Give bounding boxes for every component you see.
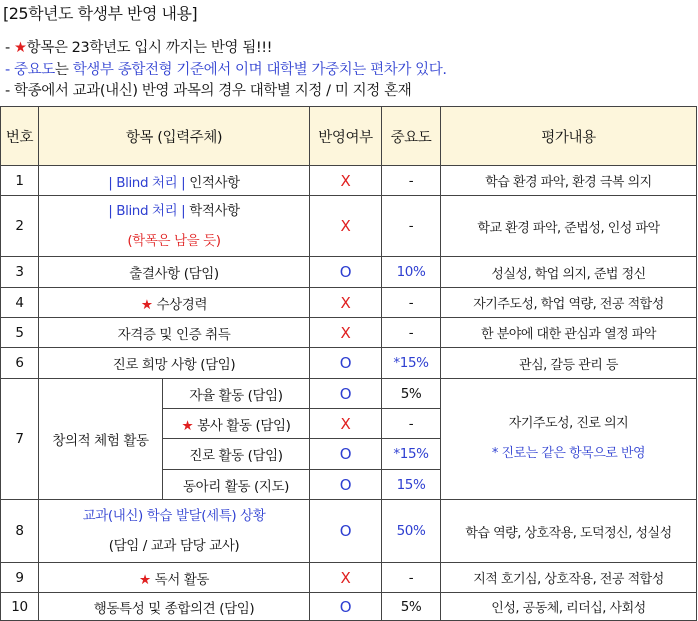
- importance-value: -: [382, 563, 441, 593]
- importance-value: 10%: [382, 257, 441, 288]
- table-row: [1, 379, 697, 409]
- item-line: [41, 196, 307, 226]
- eval-line-2: [443, 439, 694, 469]
- eval-line-1: 자기주도성, 진로 의지: [508, 416, 629, 431]
- note-line-3: - 학종에서 교과(내신) 반영 과목의 경우 대학별 지정 / 미 지정 혼재: [5, 83, 412, 99]
- sub-item: 자율 활동 (담임): [163, 379, 310, 409]
- table-row: [1, 166, 697, 196]
- note-text: 는: [54, 61, 73, 78]
- row-no: 6: [1, 348, 39, 379]
- row-item: 진로 희망 사항 (담임): [39, 348, 310, 379]
- importance-value: -: [382, 166, 441, 196]
- notes-block: [5, 38, 447, 103]
- note-line-1: [5, 38, 447, 60]
- star-icon: ★: [14, 40, 27, 56]
- row-no: 3: [1, 257, 39, 288]
- star-icon: ★: [138, 571, 151, 588]
- sub-item: 동아리 활동 (지도): [163, 470, 310, 500]
- importance-term: 중요도: [14, 61, 55, 78]
- note-text: 항목은 23학년도 입시 까지는 반영 됨!!!: [26, 40, 273, 56]
- criteria-term: 학생부 종합전형 기준: [72, 61, 204, 78]
- item-line: (담임 / 교과 담당 교사): [108, 538, 240, 554]
- reflect-mark: O: [310, 257, 382, 288]
- sub-item: 진로 활동 (담임): [163, 439, 310, 470]
- item-note: (학폭은 남을 듯): [127, 233, 221, 249]
- eval-text: 한 분야에 대한 관심과 열정 파악: [441, 318, 697, 348]
- item-label: 독서 활동: [154, 571, 210, 588]
- row-item: 출결사항 (담임): [39, 257, 310, 288]
- note-prefix: -: [5, 40, 15, 56]
- sub-item: [163, 409, 310, 439]
- item-label: 학적사항: [185, 203, 240, 219]
- note-text: 에서 이며 대학별 가중치는 편차가 있다.: [203, 61, 447, 78]
- row-item: [39, 288, 310, 318]
- table-row: [1, 593, 697, 621]
- eval-note: * 진로는 같은 항목으로 반영: [491, 446, 646, 461]
- reflect-mark: O: [310, 439, 382, 470]
- reflect-mark: O: [310, 593, 382, 621]
- importance-value: -: [382, 409, 441, 439]
- reflect-mark: X: [310, 563, 382, 593]
- importance-value: *15%: [382, 439, 441, 470]
- header-no: 번호: [1, 107, 39, 166]
- row-item: 행동특성 및 종합의견 (담임): [39, 593, 310, 621]
- row-no: 5: [1, 318, 39, 348]
- eval-text: [441, 379, 697, 500]
- group-label: 창의적 체험 활동: [39, 379, 163, 500]
- table-row: [1, 563, 697, 593]
- note-line-2: [5, 60, 447, 82]
- table-row: [1, 196, 697, 257]
- importance-value: 15%: [382, 470, 441, 500]
- importance-value: -: [382, 318, 441, 348]
- eval-text: 자기주도성, 학업 역량, 전공 적합성: [441, 288, 697, 318]
- reflect-mark: O: [310, 379, 382, 409]
- importance-value: 50%: [382, 500, 441, 563]
- row-no: 4: [1, 288, 39, 318]
- header-reflect: 반영여부: [310, 107, 382, 166]
- header-importance: 중요도: [382, 107, 441, 166]
- row-item: [39, 196, 310, 257]
- importance-value: *15%: [382, 348, 441, 379]
- eval-text: 학습 환경 파악, 환경 극복 의지: [441, 166, 697, 196]
- blind-label: | Blind 처리 |: [108, 174, 186, 191]
- importance-value: -: [382, 288, 441, 318]
- reflect-mark: O: [310, 348, 382, 379]
- row-no: 7: [1, 379, 39, 500]
- item-line: 교과(내신) 학습 발달(세특) 상황: [82, 508, 266, 524]
- header-item: 항목 (입력주체): [39, 107, 310, 166]
- reflect-mark: O: [310, 500, 382, 563]
- eval-text: 인성, 공동체, 리더십, 사회성: [441, 593, 697, 621]
- table-row: [1, 257, 697, 288]
- row-no: 10: [1, 593, 39, 621]
- item-label: 수상경력: [156, 296, 208, 313]
- importance-value: 5%: [382, 379, 441, 409]
- eval-text: 학습 역량, 상호작용, 도덕정신, 성실성: [441, 500, 697, 563]
- student-record-table: [0, 106, 697, 621]
- table-row: [1, 318, 697, 348]
- row-no: 2: [1, 196, 39, 257]
- importance-value: 5%: [382, 593, 441, 621]
- row-item: 자격증 및 인증 취득: [39, 318, 310, 348]
- header-eval: 평가내용: [441, 107, 697, 166]
- note-prefix: -: [5, 61, 15, 78]
- reflect-mark: X: [310, 196, 382, 257]
- eval-text: 학교 환경 파악, 준법성, 인성 파악: [441, 196, 697, 257]
- item-label: 봉사 활동 (담임): [197, 417, 291, 434]
- document-title: [25학년도 학생부 반영 내용]: [3, 4, 198, 23]
- importance-value: -: [382, 196, 441, 257]
- reflect-mark: X: [310, 409, 382, 439]
- item-label: 인적사항: [185, 174, 240, 191]
- eval-text: 성실성, 학업 의지, 준법 정신: [441, 257, 697, 288]
- table-row: [1, 500, 697, 563]
- reflect-mark: O: [310, 470, 382, 500]
- reflect-mark: X: [310, 288, 382, 318]
- row-item: [39, 166, 310, 196]
- table-header-row: [1, 107, 697, 166]
- row-no: 9: [1, 563, 39, 593]
- table-row: [1, 288, 697, 318]
- row-item: [39, 500, 310, 563]
- reflect-mark: X: [310, 318, 382, 348]
- star-icon: ★: [181, 417, 194, 434]
- row-item: [39, 563, 310, 593]
- eval-text: 지적 호기심, 상호작용, 전공 적합성: [441, 563, 697, 593]
- eval-text: 관심, 갈등 관리 등: [441, 348, 697, 379]
- star-icon: ★: [140, 296, 153, 313]
- reflect-mark: X: [310, 166, 382, 196]
- row-no: 1: [1, 166, 39, 196]
- row-no: 8: [1, 500, 39, 563]
- table-row: [1, 348, 697, 379]
- blind-label: | Blind 처리 |: [108, 203, 186, 219]
